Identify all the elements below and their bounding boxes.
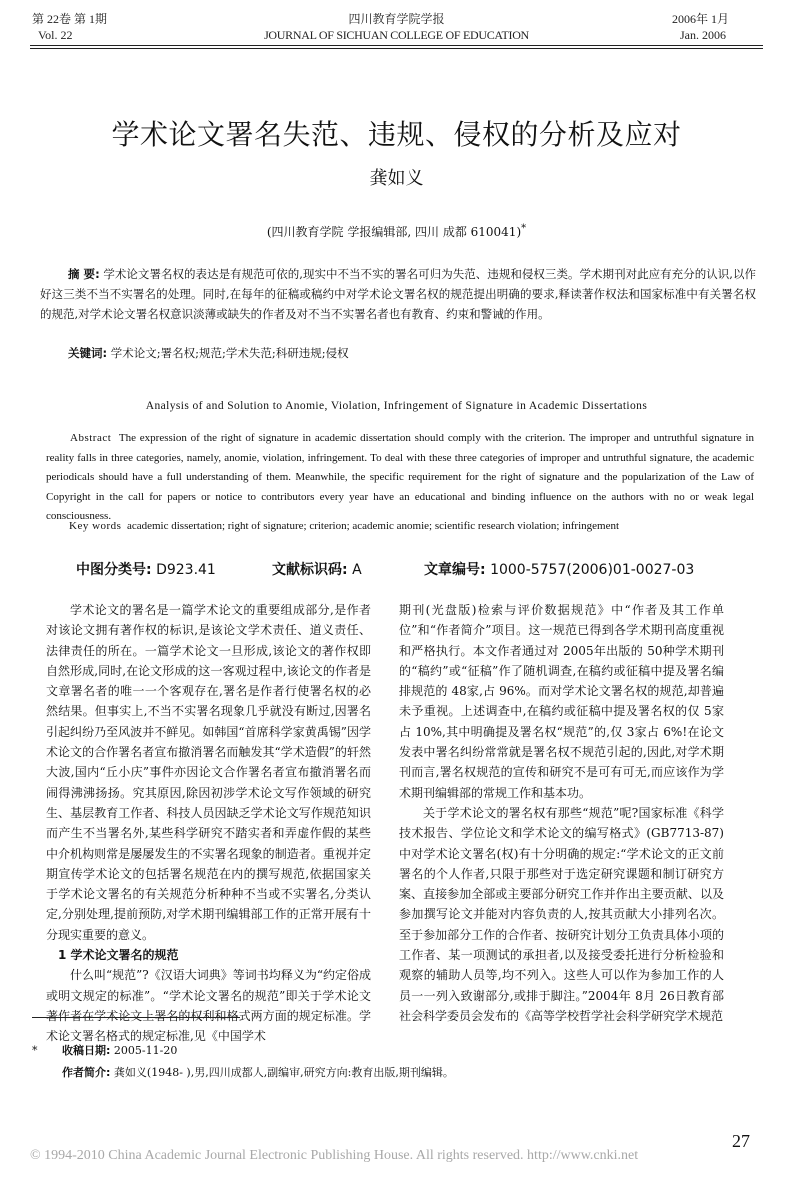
header-journal-cn: 四川教育学院学报 bbox=[348, 12, 445, 26]
page-number: 27 bbox=[732, 1131, 750, 1151]
received-date: 2005-11-20 bbox=[113, 1044, 178, 1057]
abstract-en-label: Abstract bbox=[70, 432, 112, 444]
author-bio: 龚如义(1948- ),男,四川成都人,副编审,研究方向:教育出版,期刊编辑。 bbox=[113, 1066, 454, 1079]
keywords-cn-text: 学术论文;署名权;规范;学术失范;科研违规;侵权 bbox=[107, 346, 349, 360]
doc-code-value: A bbox=[352, 562, 362, 578]
footnote-author bbox=[32, 1062, 752, 1084]
footnote bbox=[32, 1040, 752, 1084]
affiliation-footnote-mark: * bbox=[521, 223, 527, 234]
abstract-en bbox=[46, 429, 754, 527]
article-number bbox=[424, 561, 694, 579]
author-name: 龚如义 bbox=[369, 168, 424, 189]
header-rule-bottom bbox=[30, 48, 763, 49]
abstract-en-text: The expression of the right of signature in academic dissertation should comply with the criterion. The improper and untruthful signature in reality falls in three categories, namely, anomie, violation, infringement. To deal with these three categories of improper and untruthful signature, the academic periodicals should have a full understanding of them. Meanwhile, the specific requirement for the right of signature and the popularization of the Law of Copyright in the call for papers or notice to contributors every year have an educational and binding influence on the authors with no or weak legal consciousness. bbox=[46, 432, 754, 522]
section-heading: 1 学术论文署名的规范 bbox=[58, 948, 179, 963]
english-title: Analysis of and Solution to Anomie, Violation, Infringement of Signature in Academic Dissertations bbox=[145, 400, 648, 412]
abstract-cn-label: 摘 要: bbox=[68, 267, 100, 281]
body-paragraph: 关于学术论文的署名权有那些“规范”呢?国家标准《科学技术报告、学位论文和学术论文的编写格式》(GB7713-87)中对学术论文署名(权)有十分明确的规定:“学术论文的正文前署名的个人作者,只限于那些对于选定研究课题和制订研究方案、直接参加全部或主要部分研究工作并作出主要贡献、以及参加撰写论文并能对内容负责的人,按其贡献大小排列名次。至于参加部分工作的合作者、按研究计划分工负责具体小项的工作者、某一项测试的承担者,以及接受委托进行分析检验和观察的辅助人员等,均不列入。这些人可以作为参加工作的人员一一列入致谢部分,或排于脚注。”2004年 8月 26日教育部社会科学委员会发布的《高等学校哲学社会科学研究学术规范 bbox=[399, 805, 724, 1023]
body-paragraph: 期刊(光盘版)检索与评价数据规范》中“作者及其工作单位”和“作者简介”项目。这一规范已得到各学术期刊高度重视和严格执行。本文作者通过对 2005年出版的 50种学术期刊的“稿约”或“征稿”作了随机调查,在稿约或征稿中提及署名编排规范的 48家,占 96%。而对学术论文署名权的规范,却普遍未予重视。上述调查中,在稿约或征稿中提及署名权的仅 5家占 10%,其中明确提及署名权“规范”的,仅 3家占 6%!在论文发表中署名纠纷常常就是署名权不规范引起的,因此,对学术期刊而言,署名权规范的宣传和研究不是可有可无,而应该作为学术期刊编辑部的常规工作和基本功。 bbox=[399, 603, 724, 800]
body-paragraph: 学术论文的署名是一篇学术论文的重要组成部分,是作者对该论文拥有著作权的标识,是该论文学术责任、道义责任、法律责任的所在。一篇学术论文一旦形成,该论文的著作权即自然形成,同时,在论文形成的这一客观过程中,该论文的作者是文章署名者的唯一一个客观存在,署名是作者行使署名权的必然结果。但事实上,不当不实署名现象几乎就没有断过,因署名引起纠纷乃至风波并不鲜见。如韩国“首席科学家黄禹锡”因学术论文的合作署名者宣布撤消署名而触发其“学术造假”的轩然大波,国内“丘小庆”事件亦因论文合作署名者宣布撤消署名而闹得沸沸扬扬。究其原因,除因初涉学术论文写作领域的研究生、基层教育工作者、科技人员因缺乏学术论文写作规范知识而产生不当署名外,某些科学研究不踏实者和弄虚作假的某些中介机构则常是屡屡发生的不实署名现象的制造者。重视并定期宣传学术论文的包括署名规范在内的撰写规范,依据国家关于学术论文署名的有关规范分析种种不当或不实署名,分类认定,分别处理,提前预防,对学术期刊编辑部工作的正常开展有十分现实重要的意义。 bbox=[46, 603, 371, 942]
article-number-label: 文章编号: bbox=[424, 562, 486, 578]
paper-title: 学术论文署名失范、违规、侵权的分析及应对 bbox=[111, 118, 682, 151]
header-volume: 第 22卷 第 1期 bbox=[32, 12, 108, 26]
header-rule-top bbox=[30, 45, 763, 46]
keywords-cn bbox=[68, 344, 758, 362]
footnote-mark: * bbox=[32, 1044, 38, 1057]
keywords-en-label: Key words bbox=[69, 520, 122, 532]
received-label: 收稿日期: bbox=[62, 1044, 111, 1057]
body-paragraph: 什么叫“规范”?《汉语大词典》等词书均释义为“约定俗成或明文规定的标准”。“学术论文署名的规范”即关于学术论文著作者在学术论文上署名的权利和格式两方面的规定标准。学术论文署名格式的规定标准,见《中国学术 bbox=[46, 968, 371, 1044]
footnote-received bbox=[32, 1040, 752, 1062]
keywords-en-text: academic dissertation; right of signature; criterion; academic anomie; scientific research violation; infringement bbox=[126, 520, 620, 532]
body-right-column bbox=[399, 600, 724, 1026]
document-code bbox=[272, 561, 362, 579]
header-journal-en: JOURNAL OF SICHUAN COLLEGE OF EDUCATION bbox=[264, 28, 529, 42]
copyright-watermark: © 1994-2010 China Academic Journal Electronic Publishing House. All rights reserved. http://www.cnki.net bbox=[30, 1148, 639, 1163]
clc-value: D923.41 bbox=[156, 562, 216, 578]
keywords-cn-label: 关键词: bbox=[68, 346, 108, 360]
doc-code-label: 文献标识码: bbox=[272, 562, 348, 578]
abstract-cn-text: 学术论文署名权的表达是有规范可依的,现实中不当不实的署名可归为失范、违规和侵权三类。学术期刊对此应有充分的认识,以作好这三类不当不实署名的处理。同时,在每年的征稿或稿约中对学术论文署名权的规范提出明确的要求,释读著作权法和国家标准中有关署名权的规范,对学术论文署名权意识淡薄或缺失的作者及对不当不实署名者也有教育、约束和警诫的作用。 bbox=[40, 267, 756, 321]
header-date-en: Jan. 2006 bbox=[680, 28, 726, 42]
header-volume-en: Vol. 22 bbox=[38, 28, 73, 42]
affiliation-text: (四川教育学院 学报编辑部, 四川 成都 610041) bbox=[266, 225, 522, 239]
body-left-column bbox=[46, 600, 371, 1047]
clc-number bbox=[76, 561, 216, 579]
abstract-cn bbox=[40, 264, 756, 324]
header-date: 2006年 1月 bbox=[672, 12, 730, 26]
author-affiliation bbox=[0, 221, 793, 240]
footnote-rule bbox=[32, 1017, 240, 1018]
author-bio-label: 作者简介: bbox=[62, 1066, 111, 1079]
article-number-value: 1000-5757(2006)01-0027-03 bbox=[490, 562, 695, 578]
keywords-en bbox=[69, 518, 759, 534]
clc-label: 中图分类号: bbox=[76, 562, 152, 578]
